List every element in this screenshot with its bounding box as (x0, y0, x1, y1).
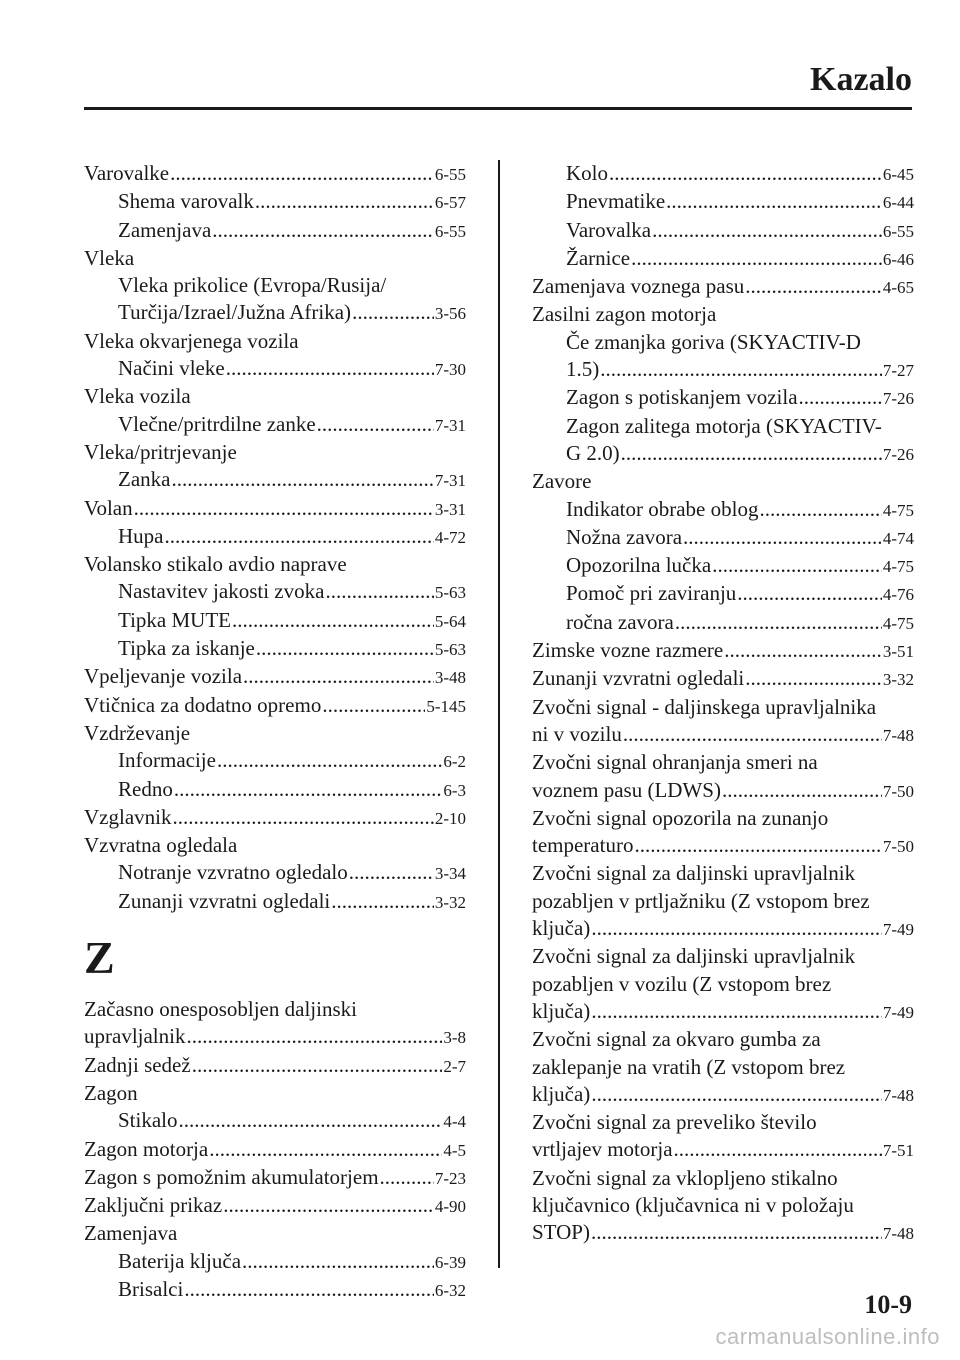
index-entry: Zunanji vzvratni ogledali ..... 3-32 (532, 665, 914, 693)
index-entry: Zaključni prikaz ..... 4-90 (84, 1192, 466, 1220)
index-subentry-line: Vleka prikolice (Evropa/Rusija/ (118, 273, 387, 298)
index-subentry: Shema varovalk ..... 6-57 (84, 188, 466, 216)
index-heading: Vleka okvarjenega vozila (84, 328, 299, 353)
index-entry-line: Zvočni signal za daljinski upravljalnik (532, 861, 856, 886)
index-subentry-line: Zagon zalitega motorja (SKYACTIV- (566, 413, 882, 438)
index-entry: STOP) ..... 7-48 (532, 1219, 914, 1247)
index-entry: Vtičnica za dodatno opremo ..... 5-145 (84, 692, 466, 720)
index-subentry: ročna zavora ..... 4-75 (532, 609, 914, 637)
index-heading: Zamenjava (84, 1221, 178, 1246)
index-entry: ključa) ..... 7-49 (532, 915, 914, 943)
index-entry-line: Zvočni signal za daljinski upravljalnik (532, 944, 856, 969)
page-number: 10-9 (864, 1290, 912, 1319)
index-entry: Zimske vozne razmere ..... 3-51 (532, 637, 914, 665)
index-heading: Vleka (84, 245, 135, 270)
index-entry: upravljalnik ..... 3-8 (84, 1023, 466, 1051)
index-subentry: G 2.0) ..... 7-26 (532, 440, 914, 468)
index-heading: Vzdrževanje (84, 720, 191, 745)
index-entry-line: pozabljen v prtljažniku (Z vstopom brez (532, 888, 870, 913)
index-column-right (532, 160, 914, 1248)
index-subentry: Stikalo ..... 4-4 (84, 1107, 466, 1135)
index-entry-line: zaklepanje na vratih (Z vstopom brez (532, 1054, 846, 1079)
index-subentry: Zamenjava ..... 6-55 (84, 217, 466, 245)
index-entry-line: ključavnico (ključavnica ni v položaju (532, 1192, 854, 1217)
index-entry: ključa) ..... 7-49 (532, 998, 914, 1026)
index-heading: Zagon (84, 1080, 138, 1105)
index-subentry: Hupa ..... 4-72 (84, 523, 466, 551)
index-heading: Vzvratna ogledala (84, 833, 238, 858)
index-subentry: Pomoč pri zaviranju ..... 4-76 (532, 580, 914, 608)
index-subentry: Zanka ..... 7-31 (84, 466, 466, 494)
index-subentry: Načini vleke ..... 7-30 (84, 355, 466, 383)
index-entry-line: Začasno onesposobljen daljinski (84, 997, 357, 1022)
index-subentry: Tipka za iskanje ..... 5-63 (84, 635, 466, 663)
index-subentry: Notranje vzvratno ogledalo ..... 3-34 (84, 859, 466, 887)
index-entry: Zadnji sedež ..... 2-7 (84, 1052, 466, 1080)
index-subentry: 1.5) ..... 7-27 (532, 356, 914, 384)
index-heading: Vleka/pritrjevanje (84, 439, 237, 464)
index-subentry: Žarnice ..... 6-46 (532, 245, 914, 273)
index-subentry: Nožna zavora ..... 4-74 (532, 524, 914, 552)
page-title: Kazalo (810, 61, 912, 98)
index-entry-line: Zvočni signal opozorila na zunanjo (532, 805, 829, 830)
index-entry: vrtljajev motorja ..... 7-51 (532, 1136, 914, 1164)
section-letter: Z (84, 932, 115, 984)
index-entry-line: Zvočni signal ohranjanja smeri na (532, 750, 818, 775)
index-entry: Zagon motorja ..... 4-5 (84, 1136, 466, 1164)
index-subentry: Vlečne/pritrdilne zanke ..... 7-31 (84, 411, 466, 439)
index-subentry: Varovalka ..... 6-55 (532, 217, 914, 245)
index-subentry: Brisalci ..... 6-32 (84, 1276, 466, 1304)
index-entry: temperaturo ..... 7-50 (532, 832, 914, 860)
index-subentry: Zunanji vzvratni ogledali ..... 3-32 (84, 888, 466, 916)
index-heading: Zavore (532, 469, 592, 494)
index-entry-line: Zvočni signal za vklopljeno stikalno (532, 1165, 838, 1190)
index-entry: Varovalke ..... 6-55 (84, 160, 466, 188)
index-subentry: Tipka MUTE ..... 5-64 (84, 607, 466, 635)
index-entry: ključa) ..... 7-48 (532, 1081, 914, 1109)
index-subentry: Zagon s potiskanjem vozila ..... 7-26 (532, 384, 914, 412)
index-entry: Volan ..... 3-31 (84, 495, 466, 523)
index-subentry: Nastavitev jakosti zvoka ..... 5-63 (84, 578, 466, 606)
index-entry-line: Zvočni signal - daljinskega upravljalnika (532, 694, 877, 719)
index-entry-line: Zvočni signal za preveliko število (532, 1110, 817, 1135)
watermark: carmanualsonline.info (715, 1324, 940, 1349)
index-subentry: Turčija/Izrael/Južna Afrika) ..... 3-56 (84, 299, 466, 327)
index-entry: Vpeljevanje vozila ..... 3-48 (84, 663, 466, 691)
index-entry: Zagon s pomožnim akumulatorjem ..... 7-23 (84, 1164, 466, 1192)
header-rule (84, 107, 912, 110)
index-entry-line: Zvočni signal za okvaro gumba za (532, 1027, 821, 1052)
index-entry: voznem pasu (LDWS) ..... 7-50 (532, 777, 914, 805)
index-subentry: Indikator obrabe oblog ..... 4-75 (532, 496, 914, 524)
index-subentry: Informacije ..... 6-2 (84, 747, 466, 775)
index-entry: Zamenjava voznega pasu ..... 4-65 (532, 273, 914, 301)
index-entry: Vzglavnik ..... 2-10 (84, 804, 466, 832)
index-subentry-line: Če zmanjka goriva (SKYACTIV-D (566, 329, 861, 354)
index-heading: Volansko stikalo avdio naprave (84, 552, 347, 577)
index-entry-line: pozabljen v vozilu (Z vstopom brez (532, 971, 832, 996)
index-heading: Vleka vozila (84, 384, 191, 409)
index-subentry: Kolo ..... 6-45 (532, 160, 914, 188)
index-column-left (84, 160, 466, 1304)
index-heading: Zasilni zagon motorja (532, 302, 717, 327)
index-subentry: Redno ..... 6-3 (84, 776, 466, 804)
index-entry: ni v vozilu ..... 7-48 (532, 721, 914, 749)
index-subentry: Pnevmatike ..... 6-44 (532, 188, 914, 216)
column-divider (498, 160, 500, 1268)
index-subentry: Baterija ključa ..... 6-39 (84, 1248, 466, 1276)
index-subentry: Opozorilna lučka ..... 4-75 (532, 552, 914, 580)
